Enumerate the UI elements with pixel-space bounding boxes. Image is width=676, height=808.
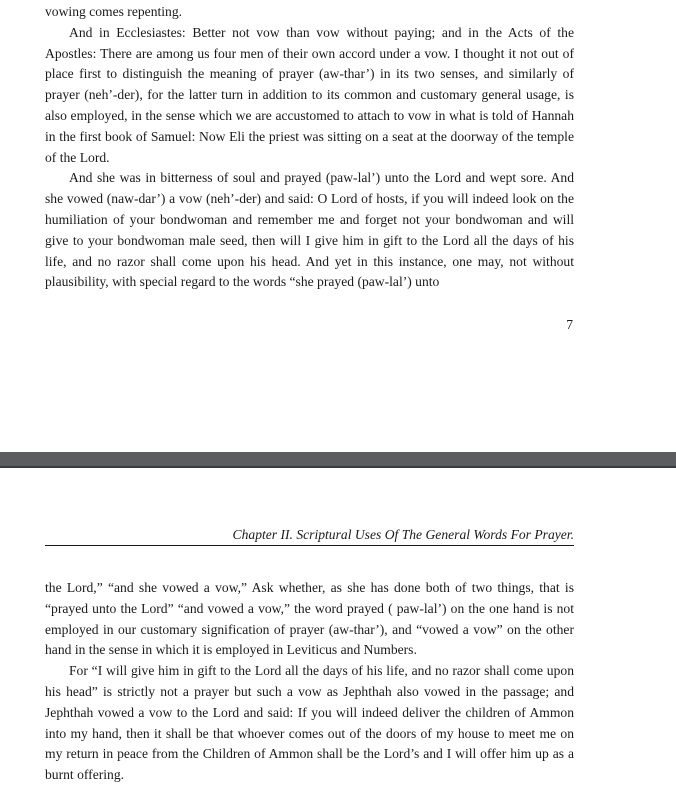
page-number: 7 [566,317,573,332]
paragraph-continuation: vowing comes repenting. [45,4,183,19]
page-divider [0,452,676,468]
paragraph-continuation: the Lord,” “and she vowed a vow,” Ask whether, as she has done both of two things, that is “prayed unto the Lord” “and vowed a vow,” the word prayed ( paw-lal’) on the one hand is not employed in our customary signification of prayer (aw-thar’), and “vowed a vow” on the other hand in the sense in which it is employed in Leviticus and Numbers. [45,580,574,658]
paragraph-hannah: And she was in bitterness of soul and prayed (paw-lal’) unto the Lord and wept sore. And she vowed (naw-dar’) a vow (neh’-der) and said: O Lord of hosts, if you will indeed look on the humiliation of your bondwoman and remember me and forget not your bondwoman and will give to your bondwoman male seed, then will I give him in gift to the Lord all the days of his life, and no razor shall come upon his head. And yet in this instance, one may, not without plausibility, with special regard to the words “she prayed (paw-lal’) unto [45,170,574,290]
running-header: Chapter II. Scriptural Uses Of The General Words For Prayer. [232,527,574,542]
page-body-text [45,578,574,786]
paragraph-ecclesiastes: And in Ecclesiastes: Better not vow than vow without paying; and in the Acts of the Apostles: There are among us four men of their own accord under a vow. I thought it not out of place first to distinguish the meaning of prayer (aw-thar’) in its two senses, and similarly of prayer (neh’-der), for the latter turn in addition to its common and customary general usage, is also employed, in the sense which we are accustomed to attach to vow in what is told of Hannah in the first book of Samuel: Now Eli the priest was sitting on a seat at the doorway of the temple of the Lord. [45,24,574,165]
header-rule [45,545,574,546]
paragraph-jephthah: For “I will give him in gift to the Lord all the days of his life, and no razor shall come upon his head” is strictly not a prayer but such a vow as Jephthah also vowed in the passage; and Jephthah vowed a vow to the Lord and said: If you will indeed deliver the children of Ammon into my hand, then it shall be that whoever comes out of the doors of my house to meet me on my return in peace from the Children of Ammon shall be the Lord’s and I will offer him up as a burnt offering. [45,663,574,783]
document-page-8 [0,468,676,808]
page-body-text [45,2,574,293]
